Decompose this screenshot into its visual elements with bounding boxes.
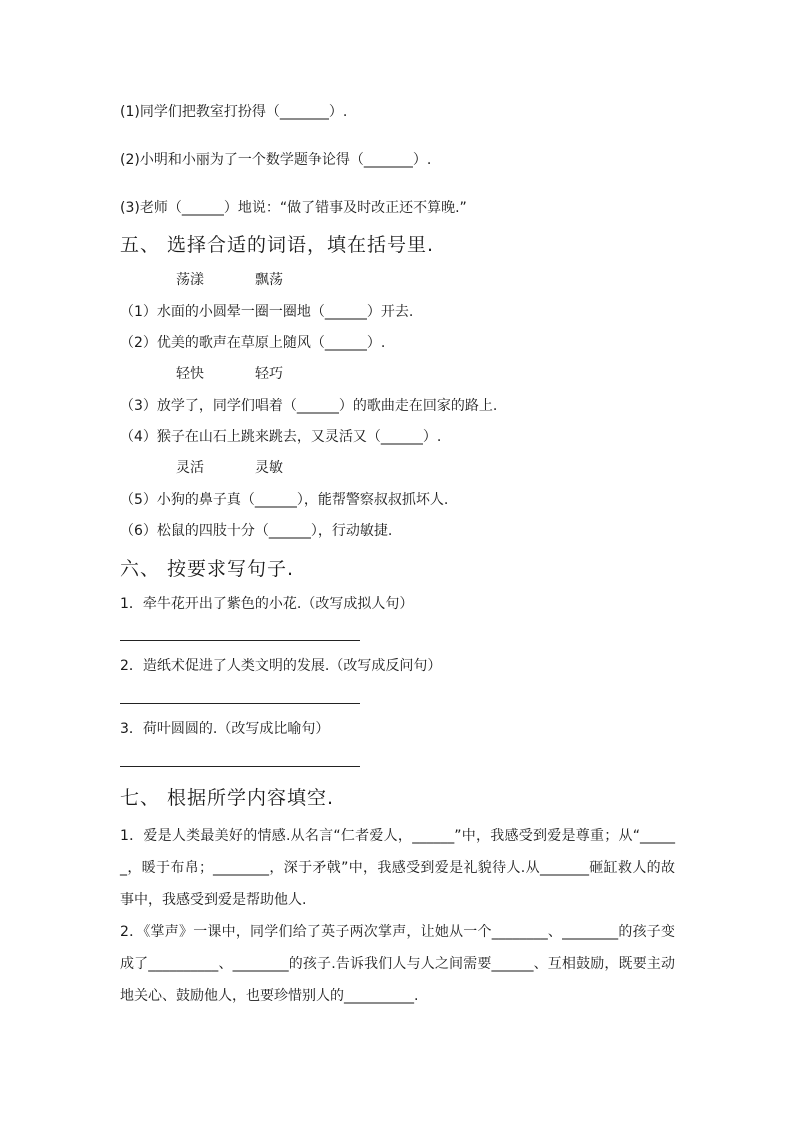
question-4-2: (2)小明和小丽为了一个数学题争论得（_______）.: [120, 152, 432, 168]
word-choice: 灵敏: [255, 460, 283, 476]
word-choice: 灵活: [176, 460, 204, 476]
question-5-3: （3）放学了，同学们唱着（______）的歌曲走在回家的路上.: [120, 398, 498, 414]
question-6-1: 1．牵牛花开出了紫色的小花.（改写成拟人句）: [120, 596, 414, 612]
question-6-3: 3．荷叶圆圆的.（改写成比喻句）: [120, 721, 330, 737]
answer-line[interactable]: [120, 766, 360, 767]
word-choice: 飘荡: [255, 272, 283, 288]
word-choice: 荡漾: [176, 272, 204, 288]
question-5-2: （2）优美的歌声在草原上随风（______）.: [120, 335, 386, 351]
question-6-2: 2．造纸术促进了人类文明的发展.（改写成反问句）: [120, 658, 442, 674]
question-4-3: (3)老师（______）地说：“做了错事及时改正还不算晚.”: [120, 200, 467, 216]
question-5-1: （1）水面的小圆晕一圈一圈地（______）开去.: [120, 304, 414, 320]
answer-line[interactable]: [120, 703, 360, 704]
question-5-6: （6）松鼠的四肢十分（______），行动敏捷.: [120, 523, 393, 539]
section-5-heading: 五、 选择合适的词语，填在括号里.: [120, 234, 435, 256]
question-7-2: 2．《掌声》一课中，同学们给了英子两次掌声，让她从一个________、________的孩子变成了__________、________的孩子.告诉我们人与人之间需要______、互相鼓励，既要主动地关心、鼓励他人，也要珍惜别人的__________.: [120, 924, 675, 1004]
word-choice: 轻巧: [255, 366, 283, 382]
section-6-heading: 六、 按要求写句子.: [120, 558, 295, 580]
question-7-1: 1．爱是人类最美好的情感.从名言“仁者爱人，______”中，我感受到爱是尊重；从“______，暖于布帛；________，深于矛戟”中，我感受到爱是礼貌待人.从_______砸缸救人的故事中，我感受到爱是帮助他人.: [120, 828, 675, 908]
word-choice: 轻快: [176, 366, 204, 382]
section-7-heading: 七、 根据所学内容填空.: [120, 787, 335, 809]
question-5-5: （5）小狗的鼻子真（______），能帮警察叔叔抓坏人.: [120, 492, 449, 508]
question-4-1: (1)同学们把教室打扮得（_______）.: [120, 104, 348, 120]
answer-line[interactable]: [120, 640, 360, 641]
question-5-4: （4）猴子在山石上跳来跳去，又灵活又（______）.: [120, 429, 442, 445]
